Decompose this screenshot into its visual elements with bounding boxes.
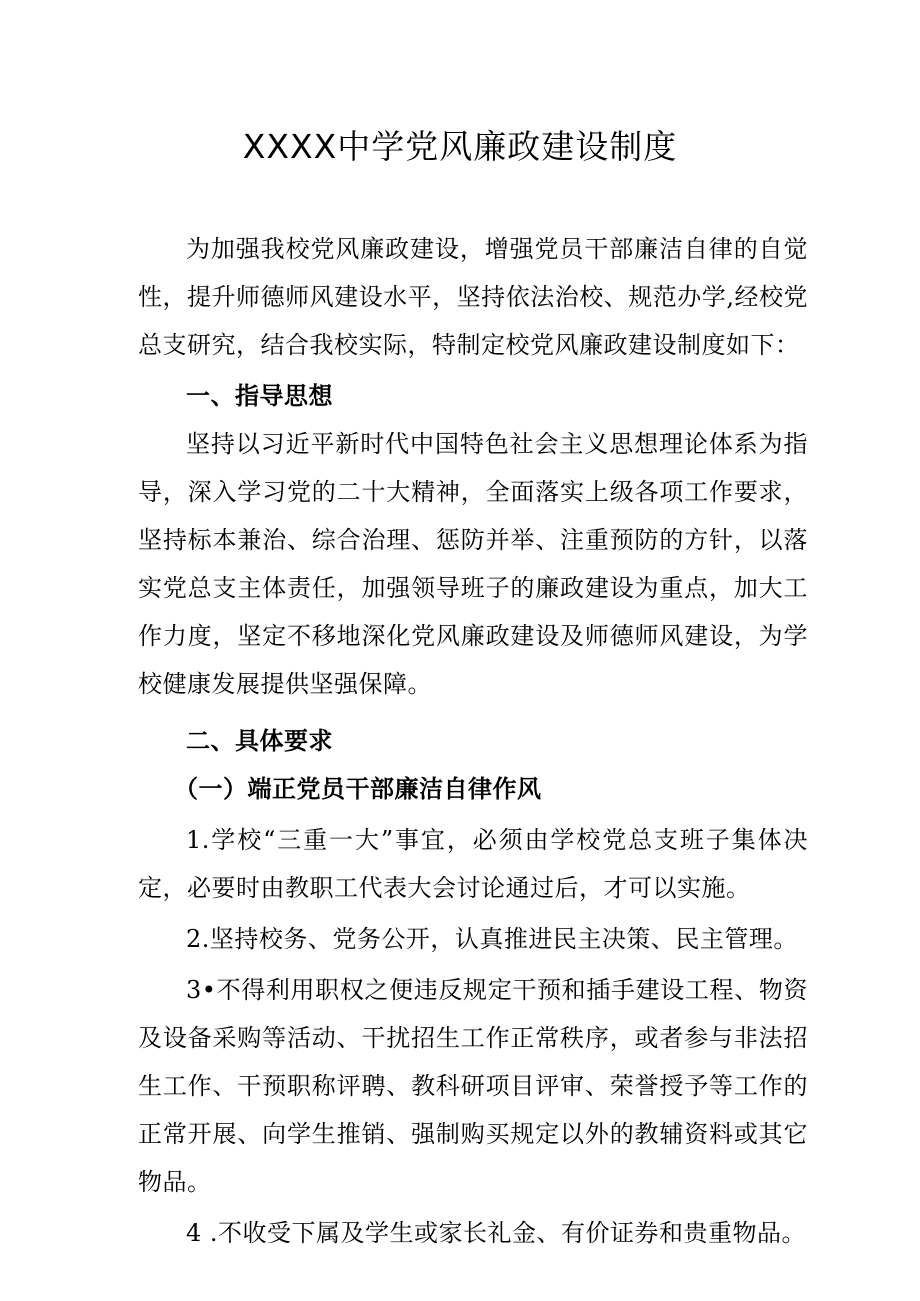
intro-paragraph: 为加强我校党风廉政建设，增强党员干部廉洁自律的自觉性，提升师德师风建设水平，坚持依法治校、规范办学,经校党总支研究，结合我校实际，特制定校党风廉政建设制度如下：: [138, 235, 808, 359]
section-paragraph-guiding-ideology: 坚持以习近平新时代中国特色社会主义思想理论体系为指导，深入学习党的二十大精神，全面落实上级各项工作要求，坚持标本兼治、综合治理、惩防并举、注重预防的方针，以落实党总支主体责任，加强领导班子的廉政建设为重点，加大工作力度，坚定不移地深化党风廉政建设及师德师风建设，为学校健康发展提供坚强保障。: [138, 430, 808, 698]
list-item: 2.坚持校务、党务公开，认真推进民主决策、民主管理。: [186, 925, 798, 953]
section-heading-requirements: 二、具体要求: [186, 727, 333, 755]
subsection-heading-conduct: （一）端正党员干部廉洁自律作风: [174, 775, 542, 803]
list-item: 1.学校“三重一大”事宜，必须由学校党总支班子集体决定，必要时由教职工代表大会讨论通过后，才可以实施。: [138, 826, 808, 902]
list-item: 3•不得利用职权之便违反规定干预和插手建设工程、物资及设备采购等活动、干扰招生工作正常秩序，或者参与非法招生工作、干预职称评聘、教科研项目评审、荣誉授予等工作的正常开展、向学生推销、强制购买规定以外的教辅资料或其它物品。: [138, 976, 808, 1196]
document-title: XXXX中学党风廉政建设制度: [242, 127, 678, 166]
section-heading-guiding-ideology: 一、指导思想: [186, 382, 333, 410]
document-body: [138, 225, 808, 1257]
list-item: 4 .不收受下属及学生或家长礼金、有价证券和贵重物品。: [186, 1219, 807, 1247]
